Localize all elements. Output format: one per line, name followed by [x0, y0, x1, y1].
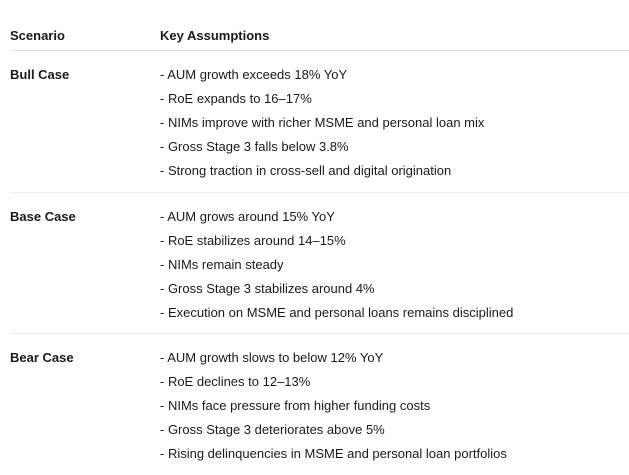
- table-row-bull-case: [10, 51, 629, 193]
- assumption-item: - AUM growth slows to below 12% YoY: [160, 350, 384, 365]
- assumption-item: - Gross Stage 3 deteriorates above 5%: [160, 422, 385, 437]
- assumption-item: - NIMs improve with richer MSME and personal loan mix: [160, 115, 485, 130]
- scenario-label: Base Case: [10, 209, 76, 224]
- assumption-item: - Strong traction in cross-sell and digital origination: [160, 163, 452, 178]
- assumption-item: - Gross Stage 3 stabilizes around 4%: [160, 281, 375, 296]
- header-scenario: Scenario: [10, 28, 65, 43]
- scenario-table: [10, 0, 629, 475]
- assumption-item: - RoE expands to 16–17%: [160, 91, 312, 106]
- assumption-item: - AUM growth exceeds 18% YoY: [160, 67, 348, 82]
- assumptions-list: [160, 210, 629, 330]
- table-header: [10, 0, 629, 51]
- assumptions-list: [160, 351, 629, 471]
- scenario-label: Bull Case: [10, 67, 70, 82]
- table-row-base-case: [10, 193, 629, 334]
- assumption-item: - AUM grows around 15% YoY: [160, 209, 335, 224]
- assumption-item: - Gross Stage 3 falls below 3.8%: [160, 139, 349, 154]
- assumptions-cell: [160, 210, 629, 333]
- assumption-item: - Rising delinquencies in MSME and personal loan portfolios: [160, 446, 507, 461]
- scenario-label: Bear Case: [10, 350, 74, 365]
- assumption-item: - NIMs face pressure from higher funding costs: [160, 398, 431, 413]
- assumption-item: - Execution on MSME and personal loans remains disciplined: [160, 305, 514, 320]
- assumption-item: - RoE declines to 12–13%: [160, 374, 311, 389]
- assumptions-cell: [160, 351, 629, 475]
- table-row-bear-case: [10, 334, 629, 475]
- header-key-assumptions: Key Assumptions: [160, 28, 270, 43]
- assumptions-cell: [160, 68, 629, 192]
- assumption-item: - NIMs remain steady: [160, 257, 284, 272]
- assumption-item: - RoE stabilizes around 14–15%: [160, 233, 346, 248]
- assumptions-list: [160, 68, 629, 188]
